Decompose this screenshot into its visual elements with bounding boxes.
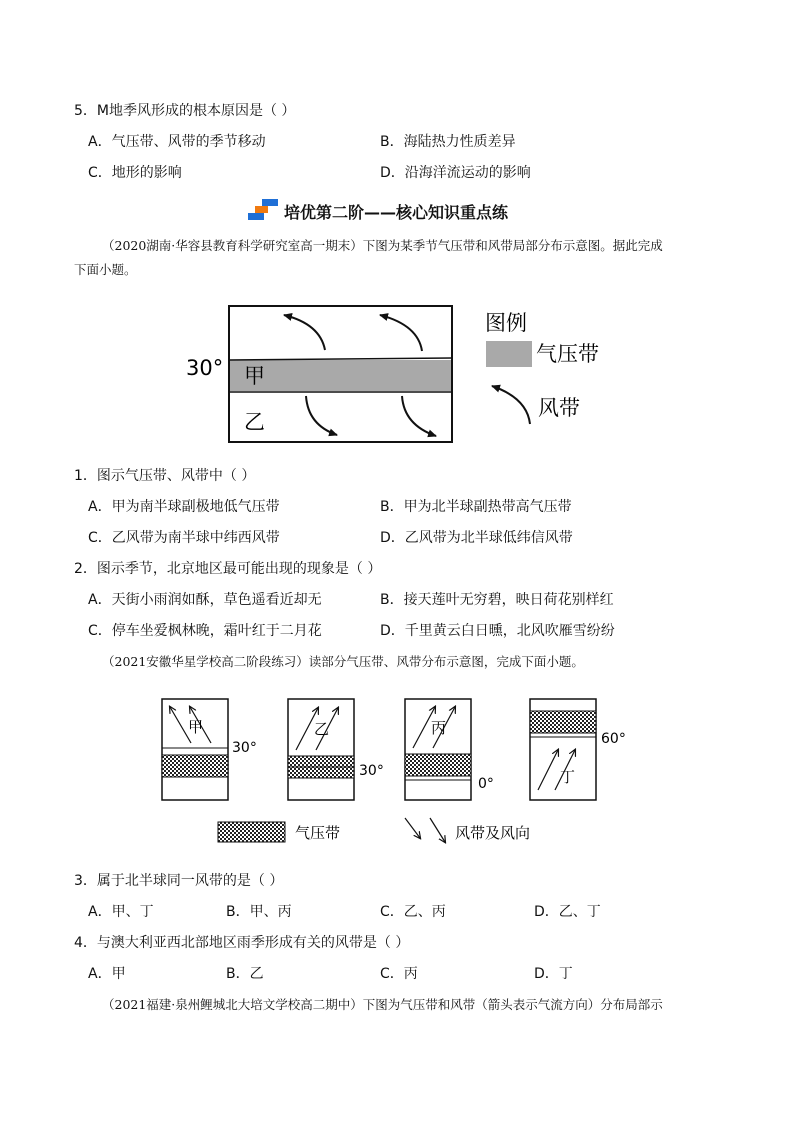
q3-option-c: C．乙、丙 <box>380 904 446 920</box>
section-logo-icon <box>248 198 280 222</box>
q2-option-a: A．天街小雨润如酥，草色遥看近却无 <box>88 592 322 608</box>
q3-option-b: B．甲、丙 <box>226 904 292 920</box>
q2-stem: 2．图示季节，北京地区最可能出现的现象是（ ） <box>74 561 382 577</box>
figure2-wind-arrow <box>538 750 558 790</box>
q5-stem: 5．M地季风形成的根本原因是（ ） <box>74 103 296 119</box>
passage3: （2021福建·泉州鲤城北大培文学校高二期中）下图为气压带和风带（箭头表示气流方向）分布局部示 <box>102 997 663 1012</box>
figure2-legend-swatch <box>218 822 285 842</box>
figure2-pressure-belt <box>162 755 228 777</box>
figure2-diagram <box>150 692 670 850</box>
passage2: （2021安徽华星学校高二阶段练习）读部分气压带、风带分布示意图，完成下面小题。 <box>102 654 584 669</box>
figure1-wind-arrow <box>380 315 422 351</box>
figure1-diagram <box>180 298 620 450</box>
figure2-legend-wind: 风带及风向 <box>455 824 531 842</box>
q3-stem: 3．属于北半球同一风带的是（ ） <box>74 873 284 889</box>
figure2-panel-label: 丙 <box>431 719 447 737</box>
figure2-legend-arrow <box>405 818 420 838</box>
figure1-wind-label: 乙 <box>244 410 265 434</box>
figure2-panel-lat: 0° <box>478 776 494 792</box>
q1-option-d: D．乙风带为北半球低纬信风带 <box>380 530 573 546</box>
q4-stem: 4．与澳大利亚西北部地区雨季形成有关的风带是（ ） <box>74 935 410 951</box>
q4-option-d: D．丁 <box>534 966 573 982</box>
q4-option-b: B．乙 <box>226 966 264 982</box>
figure2-panel-lat: 60° <box>601 731 626 747</box>
figure2-panel-label: 乙 <box>314 720 330 738</box>
q2-option-b: B．接天莲叶无穷碧，映日荷花别样红 <box>380 592 614 608</box>
figure2-legend-pressure: 气压带 <box>295 824 341 842</box>
figure2-legend-arrow <box>430 818 445 842</box>
figure2-panel-label: 丁 <box>560 768 576 786</box>
figure2-panel-yi <box>288 699 384 800</box>
figure2-panel-ding <box>530 699 626 800</box>
q2-option-d: D．千里黄云白日曛，北风吹雁雪纷纷 <box>380 623 615 639</box>
figure2-panel-bing <box>405 699 494 800</box>
q2-option-c: C．停车坐爱枫林晚，霜叶红于二月花 <box>88 623 322 639</box>
figure1-wind-arrow <box>402 396 436 436</box>
q5-option-d: D．沿海洋流运动的影响 <box>380 165 531 181</box>
figure1-legend-swatch <box>486 341 532 367</box>
figure1-wind-arrow <box>284 315 325 350</box>
section-title: 培优第二阶——核心知识重点练 <box>284 203 509 222</box>
q4-option-c: C．丙 <box>380 966 418 982</box>
figure1-legend-title: 图例 <box>485 311 527 335</box>
figure2-panel-label: 甲 <box>188 718 204 736</box>
passage1-line2: 下面小题。 <box>74 262 137 277</box>
figure2-panel-jia <box>162 699 257 800</box>
q3-option-d: D．乙、丁 <box>534 904 601 920</box>
figure1-lat-label: 30° <box>186 356 224 380</box>
figure2-panel-lat: 30° <box>232 740 257 756</box>
figure2-pressure-belt <box>530 711 596 733</box>
figure1-legend-arrow <box>492 386 530 424</box>
q4-option-a: A．甲 <box>88 966 126 982</box>
figure1-wind-arrow <box>306 396 337 435</box>
q1-option-c: C．乙风带为南半球中纬西风带 <box>88 530 280 546</box>
figure1-legend-wind: 风带 <box>538 396 580 420</box>
q3-option-a: A．甲、丁 <box>88 904 154 920</box>
q1-option-a: A．甲为南半球副极地低气压带 <box>88 499 280 515</box>
q5-option-a: A．气压带、风带的季节移动 <box>88 134 266 150</box>
q5-option-b: B．海陆热力性质差异 <box>380 134 516 150</box>
q1-option-b: B．甲为北半球副热带高气压带 <box>380 499 572 515</box>
figure1-legend-pressure: 气压带 <box>536 342 599 366</box>
figure2-panel-lat: 30° <box>359 763 384 779</box>
figure1-belt-label: 甲 <box>244 364 265 388</box>
q5-option-c: C．地形的影响 <box>88 165 182 181</box>
figure2-pressure-belt <box>405 754 471 776</box>
q1-stem: 1．图示气压带、风带中（ ） <box>74 468 256 484</box>
passage1-line1: （2020湖南·华容县教育科学研究室高一期末）下图为某季节气压带和风带局部分布示意图。据此完成 <box>102 238 663 253</box>
